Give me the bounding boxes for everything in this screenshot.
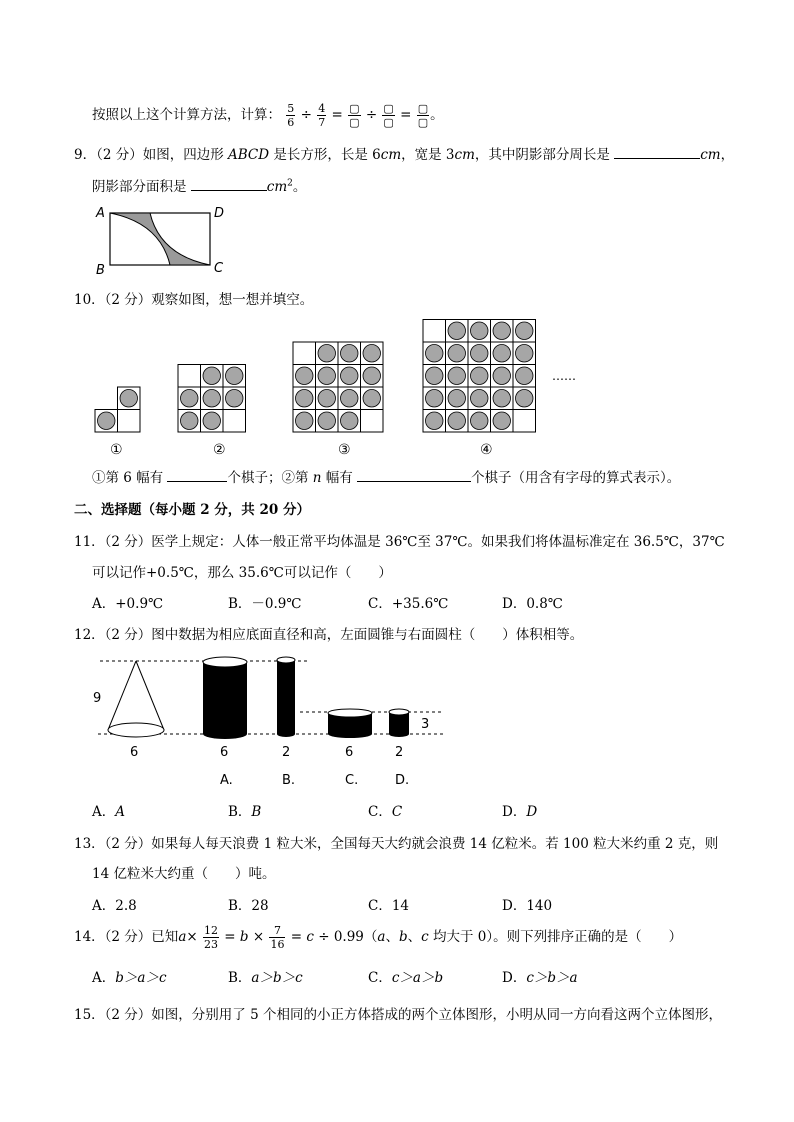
q13-option-b[interactable]: B．28 [228, 898, 269, 914]
section2-title: 二、选择题（每小题 2 分，共 20 分） [74, 502, 310, 518]
chess-piece [203, 367, 221, 385]
blank-fraction-3[interactable]: $\frac{▢}{▢}$ [417, 102, 429, 129]
grid-cell [223, 410, 246, 433]
figure-number-3: ③ [338, 442, 351, 458]
grid-cell [513, 410, 536, 433]
blank-fraction-1[interactable]: $\frac{▢}{▢}$ [349, 102, 360, 129]
grid-cell [118, 410, 141, 433]
q11-option-b[interactable]: B．－0.9℃ [228, 596, 302, 612]
chess-piece [363, 345, 381, 363]
q10-answer-blank-1[interactable] [167, 481, 227, 482]
label-D: D [214, 206, 225, 221]
q12-option-d[interactable]: D．D [502, 804, 538, 820]
q11-line2: 可以记作+0.5℃，那么 35.6℃可以记作（ ） [92, 565, 392, 581]
chess-piece [318, 412, 336, 430]
chess-piece [471, 390, 489, 408]
chess-piece [341, 412, 359, 430]
q9-answer-blank-2[interactable] [191, 190, 267, 191]
q14-option-d[interactable]: D．c＞b＞a [502, 970, 578, 986]
q11-option-d[interactable]: D．0.8℃ [502, 596, 563, 612]
q11-option-a[interactable]: A．+0.9℃ [92, 596, 164, 612]
fraction-4-7: $\frac{4}{7}$ [318, 102, 326, 129]
diameter-label-c: 6 [345, 745, 354, 760]
q10-pattern-figures [0, 310, 794, 460]
chess-piece [516, 390, 534, 408]
q11-option-c[interactable]: C．+35.6℃ [368, 596, 449, 612]
chess-piece [318, 367, 336, 385]
chess-piece [493, 390, 511, 408]
grid-cell [293, 342, 316, 365]
q13-line1: 13．（2 分）如果每人每天浪费 1 粒大米，全国每天大约就会浪费 14 亿粒米。若 100 粒大米约重 2 克，则 [74, 836, 719, 852]
chess-piece [363, 390, 381, 408]
chess-piece [296, 412, 314, 430]
q14-option-a[interactable]: A．b＞a＞c [92, 970, 167, 986]
chess-piece [296, 390, 314, 408]
q13-option-a[interactable]: A．2.8 [92, 898, 137, 914]
chess-piece [471, 345, 489, 363]
figure-label-b: B. [282, 773, 296, 788]
label-A: A [96, 206, 105, 221]
q13-line2: 14 亿粒米大约重（ ）吨。 [92, 866, 276, 882]
chess-piece [448, 390, 466, 408]
figure-label-d: D. [395, 773, 410, 788]
chess-piece [341, 367, 359, 385]
diameter-label-d: 2 [395, 745, 404, 760]
q12-option-c[interactable]: C．C [368, 804, 403, 820]
chess-piece [120, 390, 138, 408]
chess-piece [471, 367, 489, 385]
chess-piece [363, 367, 381, 385]
q9-rectangle-figure [90, 200, 240, 280]
figure-label-c: C. [345, 773, 359, 788]
chess-piece [493, 345, 511, 363]
chess-piece [426, 345, 444, 363]
figure-number-4: ④ [480, 442, 493, 458]
chess-piece [493, 322, 511, 340]
q15-line1: 15．（2 分）如图，分别用了 5 个相同的小正方体搭成的两个立体图形，小明从同一方向看这两个立体图形， [74, 1007, 722, 1023]
fraction-12-23: $\frac{12}{23}$ [203, 924, 218, 951]
chess-piece [471, 412, 489, 430]
figure-number-2: ② [213, 442, 226, 458]
chess-piece [493, 412, 511, 430]
q12-option-b[interactable]: B．B [228, 804, 262, 820]
q12-cone-cylinder-figure [88, 650, 458, 790]
diameter-label-a: 6 [220, 745, 229, 760]
q13-option-d[interactable]: D．140 [502, 898, 553, 914]
pattern-figure-1 [95, 387, 140, 432]
chess-piece [226, 390, 244, 408]
fraction-5-6: $\frac{5}{6}$ [287, 102, 295, 129]
chess-piece [181, 390, 199, 408]
q9-line2: 阴影部分面积是 $cm^2$。 [92, 178, 307, 195]
chess-piece [318, 345, 336, 363]
grid-cell [361, 410, 384, 433]
diameter-label-b: 2 [282, 745, 291, 760]
chess-piece [516, 367, 534, 385]
q10-title: 10．（2 分）观察如图，想一想并填空。 [74, 292, 314, 308]
height-label-9: 9 [93, 691, 102, 706]
q10-fill-line: ①第 6 幅有 个棋子；②第 n 幅有 个棋子（用含有字母的算式表示）。 [92, 470, 681, 486]
chess-piece [341, 345, 359, 363]
q14-option-c[interactable]: C．c＞a＞b [368, 970, 444, 986]
intro-line: 按照以上这个计算方法，计算： $\frac{5}{6}$ ÷ $\frac{4}{7}$ = $\frac{▢}{▢}$ ÷ $\frac{▢}{▢}$ = $\frac{▢}{▢}$ 。 [92, 102, 444, 129]
chess-piece [448, 322, 466, 340]
chess-piece [471, 322, 489, 340]
pattern-figure-2 [178, 365, 246, 433]
height-label-3: 3 [421, 717, 430, 732]
chess-piece [226, 367, 244, 385]
label-C: C [214, 261, 224, 276]
figure-number-1: ① [110, 442, 123, 458]
ellipsis: …… [552, 369, 576, 383]
q11-line1: 11．（2 分）医学上规定：人体一般正常平均体温是 36℃至 37℃。如果我们将体温标准定在 36.5℃，37℃ [74, 534, 725, 550]
q9-answer-blank-1[interactable] [614, 158, 700, 159]
chess-piece [516, 322, 534, 340]
q12-text: 12．（2 分）图中数据为相应底面直径和高，左面圆锥与右面圆柱（ ）体积相等。 [74, 627, 584, 643]
label-B: B [96, 263, 105, 278]
grid-cell [423, 320, 446, 343]
chess-piece [493, 367, 511, 385]
q12-option-a[interactable]: A．A [92, 804, 125, 820]
fraction-7-16: $\frac{7}{16}$ [270, 924, 285, 951]
chess-piece [341, 390, 359, 408]
intro-text: 按照以上这个计算方法，计算： [92, 107, 281, 123]
chess-piece [448, 367, 466, 385]
pattern-figure-4 [423, 320, 536, 433]
chess-piece [98, 412, 116, 430]
chess-piece [318, 390, 336, 408]
chess-piece [203, 412, 221, 430]
chess-piece [448, 412, 466, 430]
q14-line: 14．（2 分）已知a× $\frac{12}{23}$ = b × $\frac{7}{16}$ = c ÷ 0.99（a、b、c 均大于 0）。则下列排序正确的是（ ） [74, 924, 683, 951]
cone-diameter-label: 6 [130, 745, 139, 760]
q10-answer-blank-2[interactable] [357, 481, 471, 482]
chess-piece [181, 412, 199, 430]
q9-line1: 9．（2 分）如图，四边形 ABCD 是长方形，长是 6cm，宽是 3cm，其中阴影部分周长是 cm， [74, 147, 735, 163]
chess-piece [203, 390, 221, 408]
figure-label-a: A. [220, 773, 233, 788]
chess-piece [426, 412, 444, 430]
grid-cell [178, 365, 201, 388]
q13-option-c[interactable]: C．14 [368, 898, 410, 914]
chess-piece [516, 345, 534, 363]
pattern-figure-3 [293, 342, 383, 432]
chess-piece [296, 367, 314, 385]
q14-option-b[interactable]: B．a＞b＞c [228, 970, 303, 986]
chess-piece [448, 345, 466, 363]
chess-piece [426, 367, 444, 385]
blank-fraction-2[interactable]: $\frac{▢}{▢}$ [383, 102, 394, 129]
chess-piece [426, 390, 444, 408]
